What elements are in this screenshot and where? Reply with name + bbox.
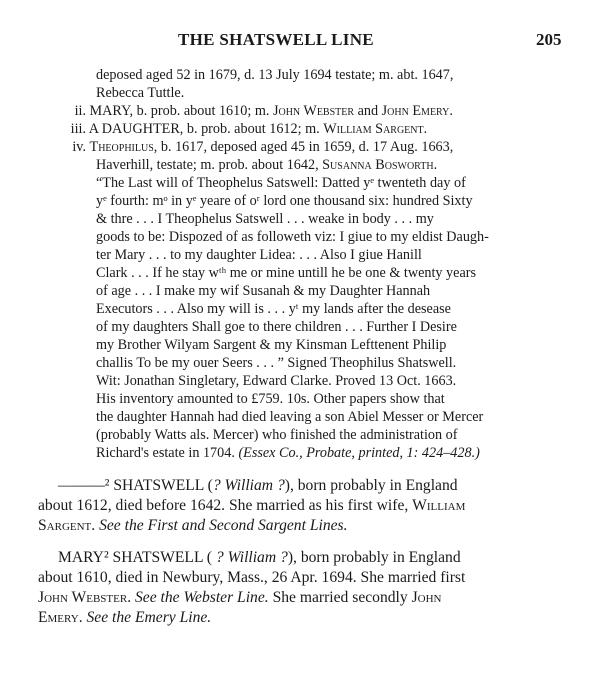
- running-title: THE SHATSWELL LINE: [178, 30, 374, 49]
- page-header: [0, 30, 594, 52]
- spouse-name: Emery: [38, 609, 79, 626]
- child-text: Haverhill, testate; m. prob. about 1642,: [96, 157, 323, 173]
- cross-reference: See the Webster Line.: [134, 589, 269, 606]
- will-quote-line: & thre . . . I Theophelus Satswell . . . weake in body . . . my: [96, 211, 434, 227]
- child-text: MARY, b. prob. about 1610; m.: [89, 103, 273, 119]
- cross-reference: See the Emery Line.: [86, 609, 212, 626]
- child-ii-entry: [62, 102, 453, 120]
- section-text: SHATSWELL (: [109, 477, 213, 494]
- generation-number: ²: [104, 477, 110, 494]
- will-quote-line: of my daughters Shall goe to there children . . . Further I Desire: [96, 319, 457, 335]
- person-name: MARY: [58, 549, 104, 566]
- spouse-name: Susanna Bosworth: [322, 157, 434, 173]
- daughter-line-2: [38, 496, 465, 516]
- citation: (Essex Co., Probate, printed, 1: 424–428.): [238, 445, 480, 461]
- child-numeral: iii.: [70, 121, 86, 137]
- spouse-name: John Webster: [272, 103, 355, 119]
- will-quote-line: “The Last will of Theophelus Satswell: Datted yᵉ twenteth day of: [96, 175, 466, 191]
- punctuation: .: [433, 157, 438, 173]
- will-quote-line: my Brother Wilyam Sargent & my Kinsman Lefttenent Philip: [96, 337, 447, 353]
- child-iii-entry: [62, 120, 427, 138]
- child-iv-line: [96, 156, 437, 174]
- will-quote-line: goods to be: Dispozed of as followeth viz: I giue to my eldist Daugh-: [96, 229, 489, 245]
- father-name: ? William ?: [215, 549, 288, 566]
- section-text: about 1612, died before 1642. She married as his first wife,: [38, 497, 413, 514]
- spouse-name: John: [411, 589, 442, 606]
- father-name: ? William ?: [212, 477, 285, 494]
- child-iv-entry: [62, 138, 453, 156]
- child-i-continuation-line-2: Rebecca Tuttle.: [96, 85, 185, 101]
- section-text: ), born probably in England: [287, 549, 461, 566]
- spouse-name: William: [412, 497, 466, 514]
- mary-line-2: about 1610, died in Newbury, Mass., 26 Apr. 1694. She married first: [38, 569, 466, 586]
- daughter-line-3: Sargent. See the First and Second Sargent Lines.: [38, 517, 348, 534]
- conjunction-text: and: [354, 103, 382, 119]
- will-quote-line: challis To be my ouer Seers . . . ” Signed Theophilus Shatswell.: [96, 355, 457, 371]
- daughter-heading-line: [58, 476, 458, 496]
- punctuation: .: [449, 103, 453, 119]
- will-quote-line: yᵉ fourth: mᵒ in yᵉ yeare of oʳ lord one thousand six: hundred Sixty: [96, 193, 473, 209]
- child-i-continuation-line-1: deposed aged 52 in 1679, d. 13 July 1694 testate; m. abt. 1647,: [96, 67, 454, 83]
- spouse-name: William Sargent: [323, 121, 424, 137]
- name-dash: ———: [58, 477, 105, 494]
- child-numeral: ii.: [74, 103, 86, 119]
- child-text: Richard's estate in 1704.: [96, 445, 239, 461]
- will-quote-line: of age . . . I make my wif Susanah & my Daughter Hannah: [96, 283, 431, 299]
- child-numeral: iv.: [72, 139, 86, 155]
- generation-number: ²: [103, 549, 109, 566]
- section-text: She married secondly: [268, 589, 412, 606]
- spouse-name: John Webster: [38, 589, 128, 606]
- probate-line: Wit: Jonathan Singletary, Edward Clarke. Proved 13 Oct. 1663.: [96, 373, 457, 389]
- child-name: Theophilus: [89, 139, 154, 155]
- will-quote-line: Clark . . . If he stay wᵗʰ me or mine untill he be one & twenty years: [96, 265, 476, 281]
- mary-line-4: Emery. See the Emery Line.: [38, 609, 212, 626]
- probate-line: the daughter Hannah had died leaving a son Abiel Messer or Mercer: [96, 409, 484, 425]
- will-quote-line: Executors . . . Also my will is . . . yᵗ my lands after the desease: [96, 301, 451, 317]
- probate-line: (probably Watts als. Mercer) who finished the administration of: [96, 427, 458, 443]
- child-text: , b. 1617, deposed aged 45 in 1659, d. 17 Aug. 1663,: [153, 139, 454, 155]
- spouse-name: John Emery: [381, 103, 450, 119]
- mary-heading-line: [58, 548, 461, 568]
- punctuation: .: [423, 121, 428, 137]
- cross-reference: See the First and Second Sargent Lines.: [99, 517, 348, 534]
- section-text: ), born probably in England: [284, 477, 458, 494]
- will-quote-line: ter Mary . . . to my daughter Lidea: . . . Also I giue Hanill: [96, 247, 422, 263]
- probate-line: His inventory amounted to £759. 10s. Other papers show that: [96, 391, 445, 407]
- mary-line-3: John Webster. See the Webster Line. She married secondly John: [38, 589, 442, 606]
- section-text: SHATSWELL (: [108, 549, 216, 566]
- child-text: A DAUGHTER, b. prob. about 1612; m.: [88, 121, 324, 137]
- spouse-name: Sargent: [38, 517, 92, 534]
- page-number: 205: [536, 30, 562, 49]
- probate-line: [96, 444, 480, 462]
